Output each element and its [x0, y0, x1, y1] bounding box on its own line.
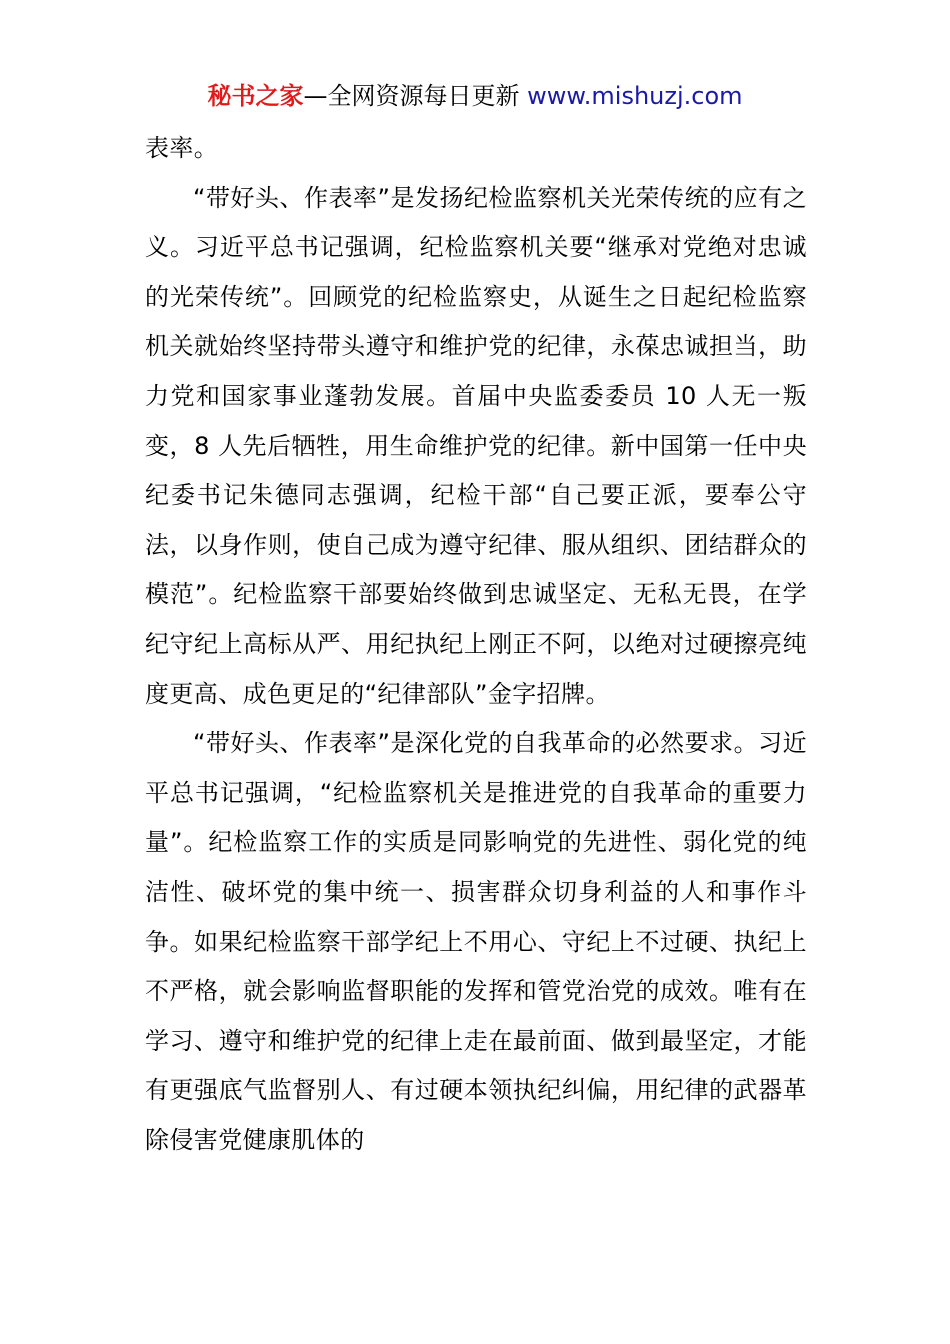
document-body	[145, 124, 807, 1165]
paragraph-self-revolution: “带好头、作表率”是深化党的自我革命的必然要求。习近平总书记强调，“纪检监察机关是推进党的自我革命的重要力量”。纪检监察工作的实质是同影响党的先进性、弱化党的纯洁性、破坏党的集中统一、损害群众切身利益的人和事作斗争。如果纪检监察干部学纪上不用心、守纪上不过硬、执纪上不严格，就会影响监督职能的发挥和管党治党的成效。唯有在学习、遵守和维护党的纪律上走在最前面、做到最坚定，才能有更强底气监督别人、有过硬本领执纪纠偏，用纪律的武器革除侵害党健康肌体的	[145, 729, 807, 1154]
page-header	[0, 80, 950, 112]
header-brand: 秘书之家	[207, 82, 304, 110]
paragraph-continuation: 表率。	[145, 134, 219, 162]
header-url-link[interactable]: www.mishuzj.com	[527, 82, 743, 110]
header-tagline: —全网资源每日更新	[303, 82, 520, 110]
paragraph-tradition: “带好头、作表率”是发扬纪检监察机关光荣传统的应有之义。习近平总书记强调，纪检监察机关要“继承对党绝对忠诚的光荣传统”。回顾党的纪检监察史，从诞生之日起纪检监察机关就始终坚持带头遵守和维护党的纪律，永葆忠诚担当，助力党和国家事业蓬勃发展。首届中央监委委员 10 人无一叛变，8 人先后牺牲，用生命维护党的纪律。新中国第一任中央纪委书记朱德同志强调，纪检干部“自己要正派，要奉公守法，以身作则，使自己成为遵守纪律、服从组织、团结群众的模范”。纪检监察干部要始终做到忠诚坚定、无私无畏，在学纪守纪上高标从严、用纪执纪上刚正不阿，以绝对过硬擦亮纯度更高、成色更足的“纪律部队”金字招牌。	[145, 183, 807, 708]
